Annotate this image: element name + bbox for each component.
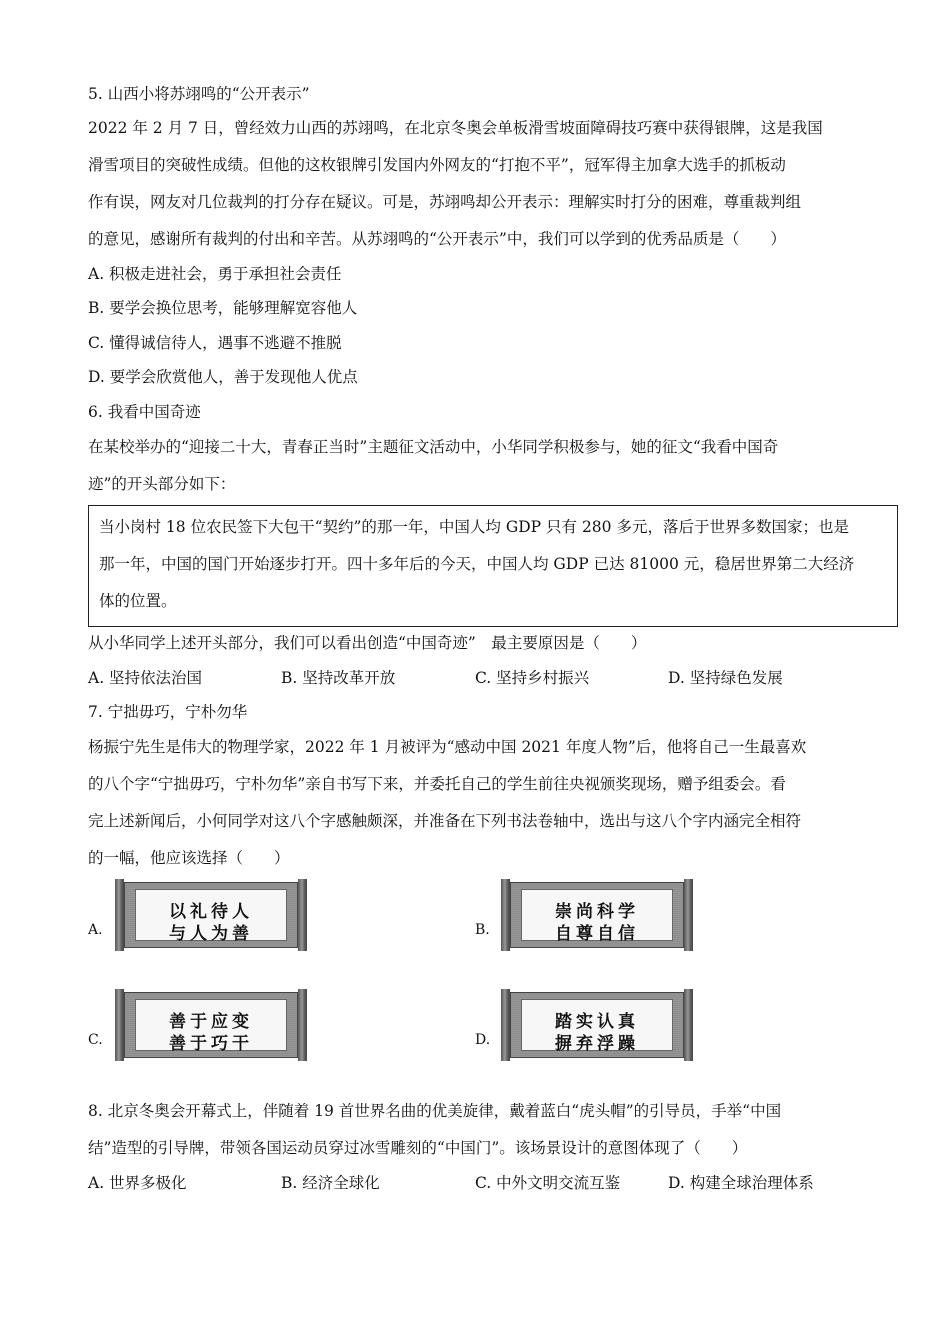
q6-option-b: B. 坚持改革开放 xyxy=(281,669,396,687)
scroll-a-line2: 与人为善 xyxy=(169,924,253,944)
scroll-a-label: A. xyxy=(88,922,103,938)
q8-text-line: 结”造型的引导牌，带领各国运动员穿过冰雪雕刻的“中国门”。该场景设计的意图体现了（ ） xyxy=(88,1139,748,1157)
q6-quote-line: 那一年，中国的国门开始逐步打开。四十多年后的今天，中国人均 GDP 已达 81000 元，稳居世界第二大经济 xyxy=(99,555,855,573)
q8-text-line: 8. 北京冬奥会开幕式上，伴随着 19 首世界名曲的优美旋律，戴着蓝白“虎头帽”的引导员，手举“中国 xyxy=(88,1102,782,1120)
scroll-a-image xyxy=(115,879,307,951)
q6-text-line: 在某校举办的“迎接二十大，青春正当时”主题征文活动中，小华同学积极参与，她的征文“我看中国奇 xyxy=(88,438,779,456)
q5-option-c: C. 懂得诚信待人，遇事不逃避不推脱 xyxy=(88,334,342,352)
q5-title: 5. 山西小将苏翊鸣的“公开表示” xyxy=(88,85,310,103)
q8-option-c: C. 中外文明交流互鉴 xyxy=(475,1174,621,1192)
q8-option-b: B. 经济全球化 xyxy=(281,1174,380,1192)
q6-title: 6. 我看中国奇迹 xyxy=(88,403,201,421)
scroll-d-line1: 踏实认真 xyxy=(555,1012,639,1032)
scroll-d-label: D. xyxy=(475,1032,491,1048)
q5-text-line: 作有误，网友对几位裁判的打分存在疑议。可是，苏翊鸣却公开表示：理解实时打分的困难，尊重裁判组 xyxy=(88,193,802,211)
q7-text-line: 完上述新闻后，小何同学对这八个字感触颇深，并准备在下列书法卷轴中，选出与这八个字内涵完全相符 xyxy=(88,812,802,830)
scroll-c-label: C. xyxy=(88,1032,103,1048)
scroll-a-line1: 以礼待人 xyxy=(169,902,253,922)
q5-option-d: D. 要学会欣赏他人，善于发现他人优点 xyxy=(88,368,358,386)
q6-quote-box xyxy=(88,505,898,627)
scroll-c-image xyxy=(115,989,307,1061)
scroll-b-image xyxy=(501,879,693,951)
q8-option-a: A. 世界多极化 xyxy=(88,1174,187,1192)
q6-text-line: 迹”的开头部分如下： xyxy=(88,475,236,493)
q7-text-line: 的一幅，他应该选择（ ） xyxy=(88,849,290,867)
q6-quote-line: 体的位置。 xyxy=(99,592,177,610)
scroll-b-line1: 崇尚科学 xyxy=(555,902,639,922)
scroll-b-label: B. xyxy=(475,922,490,938)
q5-text-line: 滑雪项目的突破性成绩。但他的这枚银牌引发国内外网友的“打抱不平”，冠军得主加拿大选手的抓板动 xyxy=(88,156,786,174)
scroll-b-line2: 自尊自信 xyxy=(555,924,639,944)
q6-quote-line: 当小岗村 18 位农民签下大包干“契约”的那一年，中国人均 GDP 只有 280 多元，落后于世界多数国家；也是 xyxy=(99,518,849,536)
q8-option-d: D. 构建全球治理体系 xyxy=(668,1174,814,1192)
q7-title: 7. 宁拙毋巧，宁朴勿华 xyxy=(88,703,248,721)
q6-option-c: C. 坚持乡村振兴 xyxy=(475,669,590,687)
q7-text-line: 的八个字“宁拙毋巧，宁朴勿华”亲自书写下来，并委托自己的学生前往央视颁奖现场，赠予组委会。看 xyxy=(88,775,786,793)
q5-text-line: 的意见，感谢所有裁判的付出和辛苦。从苏翊鸣的“公开表示”中，我们可以学到的优秀品质是（ ） xyxy=(88,230,786,248)
scroll-c-line1: 善于应变 xyxy=(169,1012,253,1032)
q5-option-a: A. 积极走进社会，勇于承担社会责任 xyxy=(88,265,342,283)
scroll-d-line2: 摒弃浮躁 xyxy=(555,1034,639,1054)
q6-option-a: A. 坚持依法治国 xyxy=(88,669,203,687)
q5-text-line: 2022 年 2 月 7 日，曾经效力山西的苏翊鸣，在北京冬奥会单板滑雪坡面障碍技巧赛中获得银牌，这是我国 xyxy=(88,119,823,137)
scroll-d-image xyxy=(501,989,693,1061)
q5-option-b: B. 要学会换位思考，能够理解宽容他人 xyxy=(88,299,358,317)
q6-question: 从小华同学上述开头部分，我们可以看出创造“中国奇迹” 最主要原因是（ ） xyxy=(88,634,647,652)
scroll-c-line2: 善于巧干 xyxy=(169,1034,253,1054)
q7-text-line: 杨振宁先生是伟大的物理学家，2022 年 1 月被评为“感动中国 2021 年度人物”后，他将自己一生最喜欢 xyxy=(88,738,807,756)
q6-option-d: D. 坚持绿色发展 xyxy=(668,669,783,687)
